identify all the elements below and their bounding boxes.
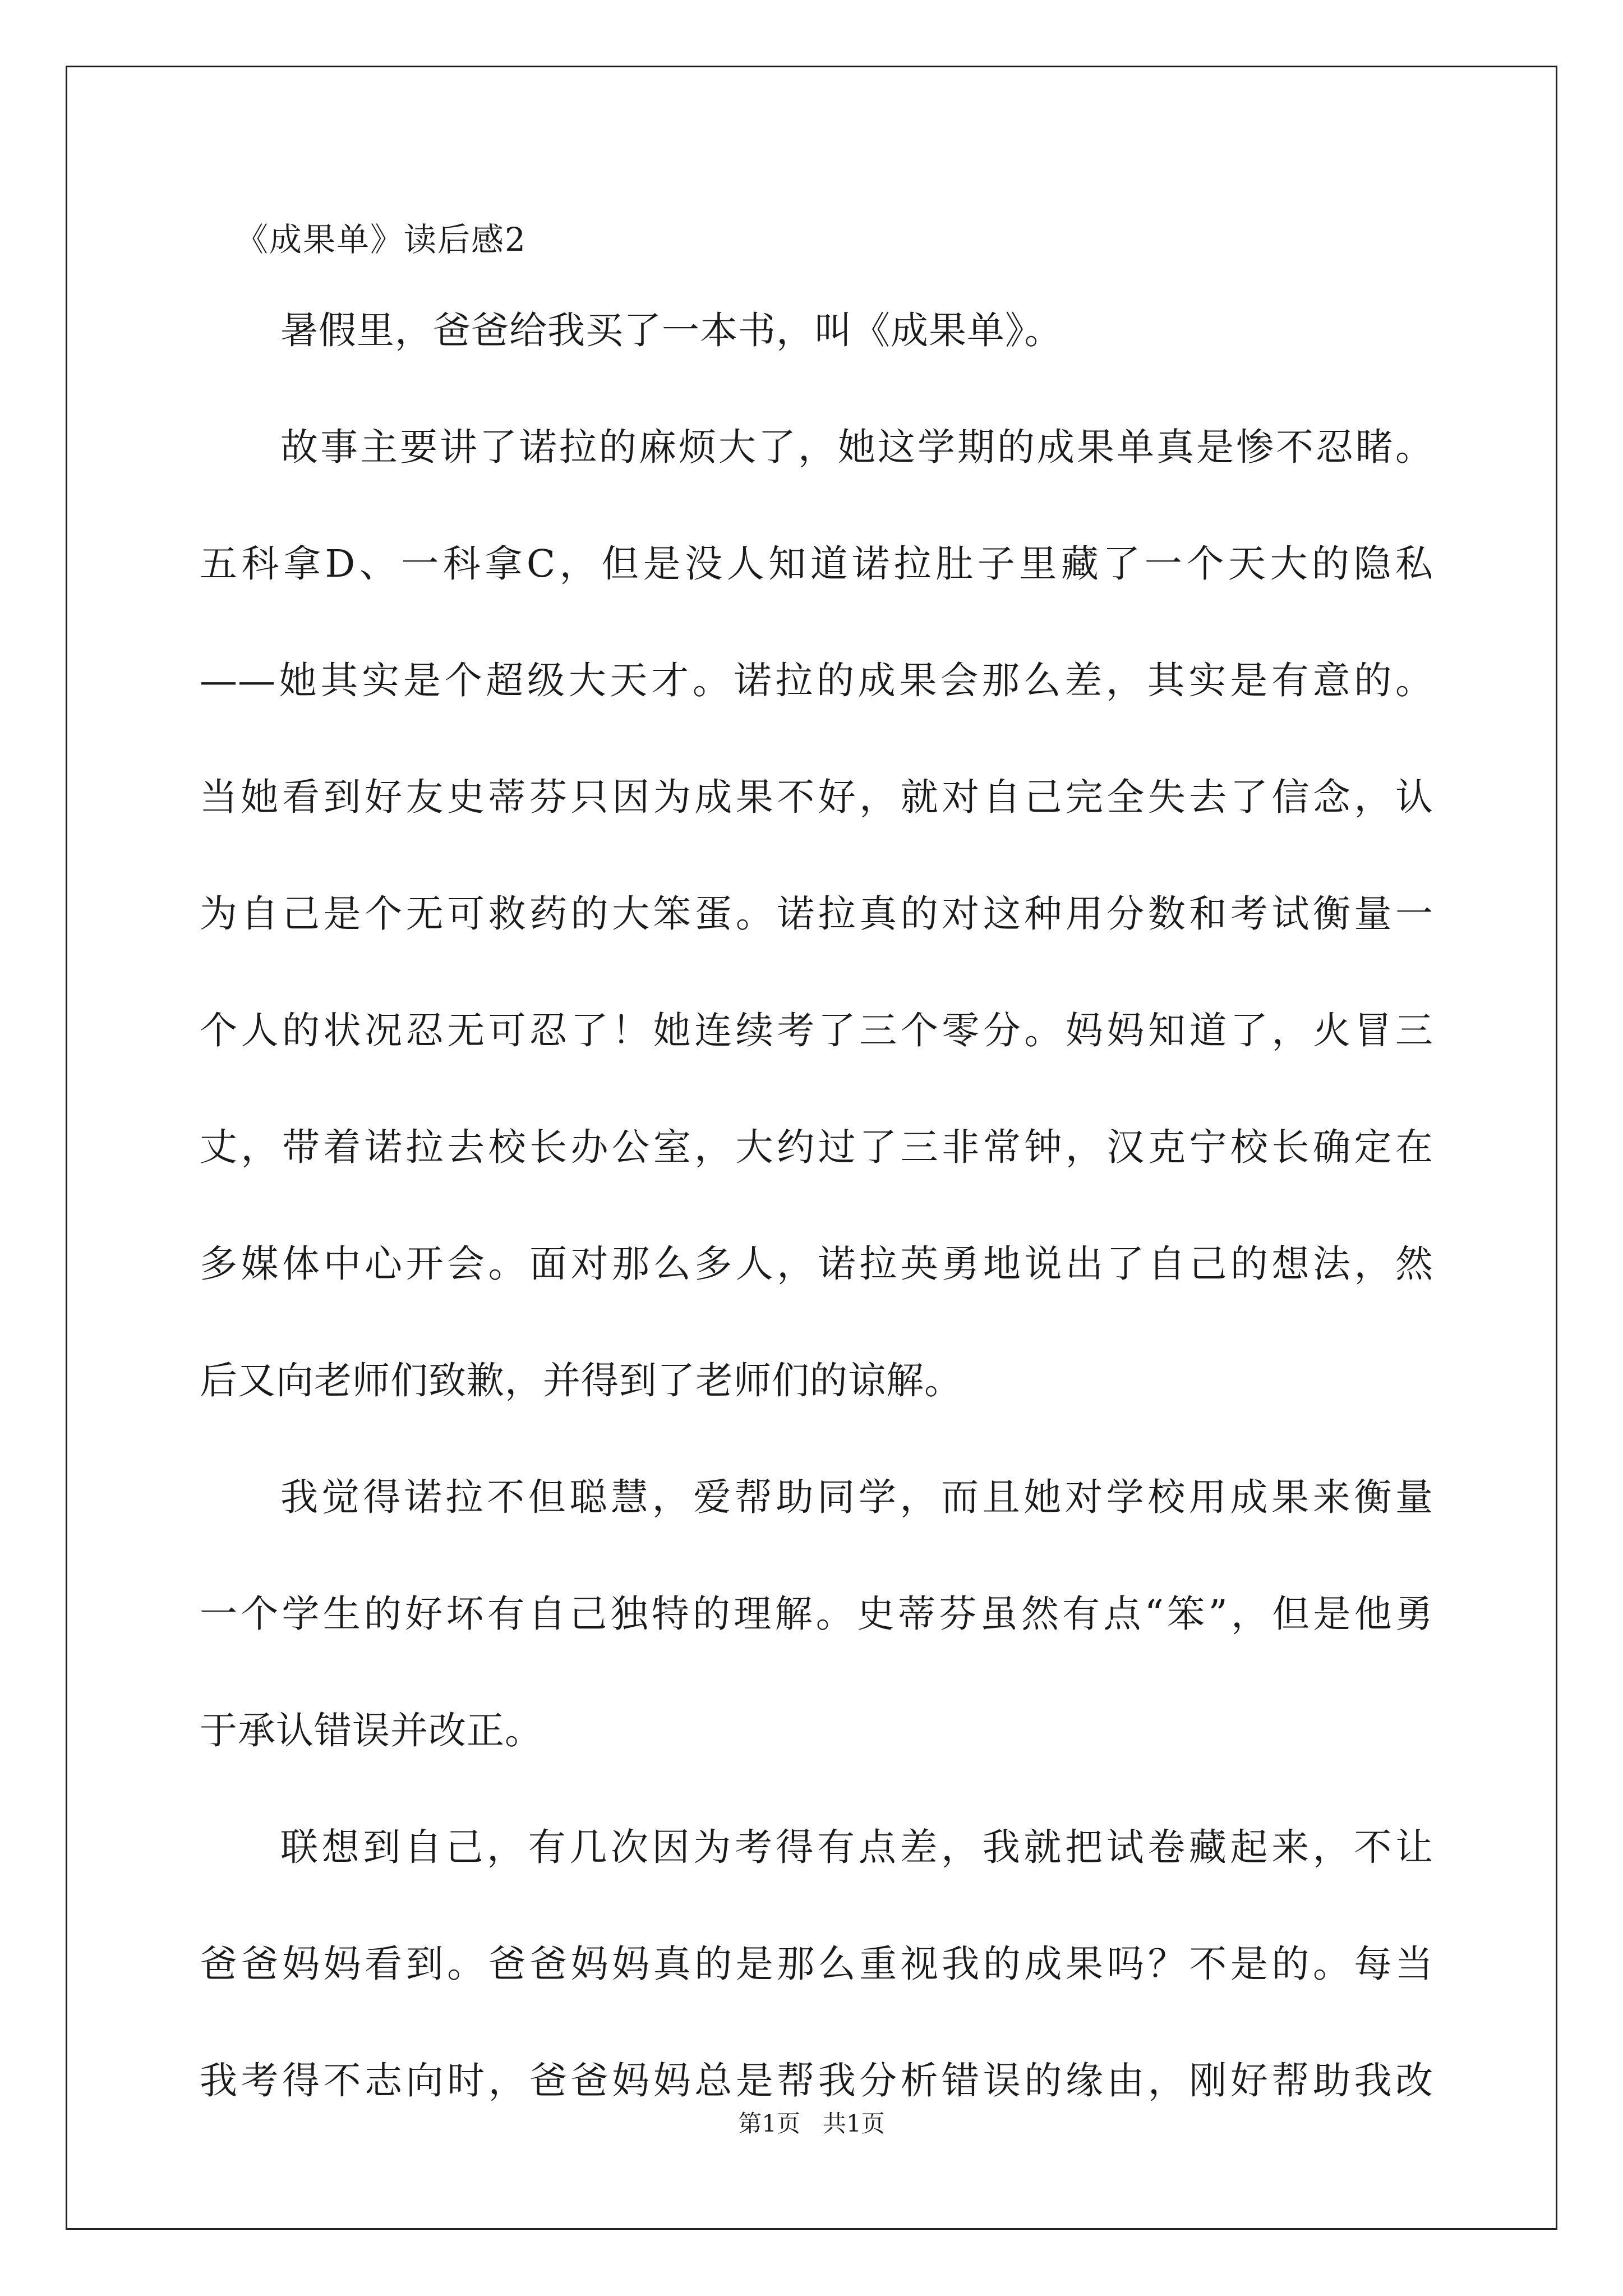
page-number-footer: 第1页 共1页 — [738, 2110, 885, 2137]
text-line: 为自己是个无可救药的大笨蛋。诺拉真的对这种用分数和考试衡量一 — [200, 892, 1433, 936]
text-line: 故事主要讲了诺拉的麻烦大了，她这学期的成果单真是惨不忍睹。 — [280, 425, 1433, 469]
text-line: ——她其实是个超级大天才。诺拉的成果会那么差，其实是有意的。 — [200, 659, 1433, 702]
text-line: 个人的状况忍无可忍了！她连续考了三个零分。妈妈知道了，火冒三 — [200, 1009, 1433, 1052]
text-line: 一个学生的好坏有自己独特的理解。史蒂芬虽然有点“笨”，但是他勇 — [200, 1592, 1433, 1636]
document-title: 《成果单》读后感2 — [236, 220, 527, 259]
text-line: 我考得不志向时，爸爸妈妈总是帮我分析错误的缘由，刚好帮助我改 — [200, 2059, 1433, 2102]
text-line: 后又向老师们致歉，并得到了老师们的谅解。 — [200, 1359, 962, 1402]
text-line: 暑假里，爸爸给我买了一本书，叫《成果单》。 — [280, 309, 1063, 352]
text-line: 联想到自己，有几次因为考得有点差，我就把试卷藏起来，不让 — [280, 1825, 1433, 1869]
text-line: 五科拿D、一科拿C，但是没人知道诺拉肚子里藏了一个天大的隐私 — [200, 542, 1433, 586]
text-line: 于承认错误并改正。 — [200, 1709, 543, 1752]
text-line: 多媒体中心开会。面对那么多人，诺拉英勇地说出了自己的想法，然 — [200, 1242, 1433, 1286]
text-line: 当她看到好友史蒂芬只因为成果不好，就对自己完全失去了信念，认 — [200, 775, 1433, 819]
text-line: 我觉得诺拉不但聪慧，爱帮助同学，而且她对学校用成果来衡量 — [280, 1475, 1433, 1519]
text-line: 丈，带着诺拉去校长办公室，大约过了三非常钟，汉克宁校长确定在 — [200, 1125, 1433, 1169]
text-line: 爸爸妈妈看到。爸爸妈妈真的是那么重视我的成果吗？不是的。每当 — [200, 1942, 1433, 1986]
